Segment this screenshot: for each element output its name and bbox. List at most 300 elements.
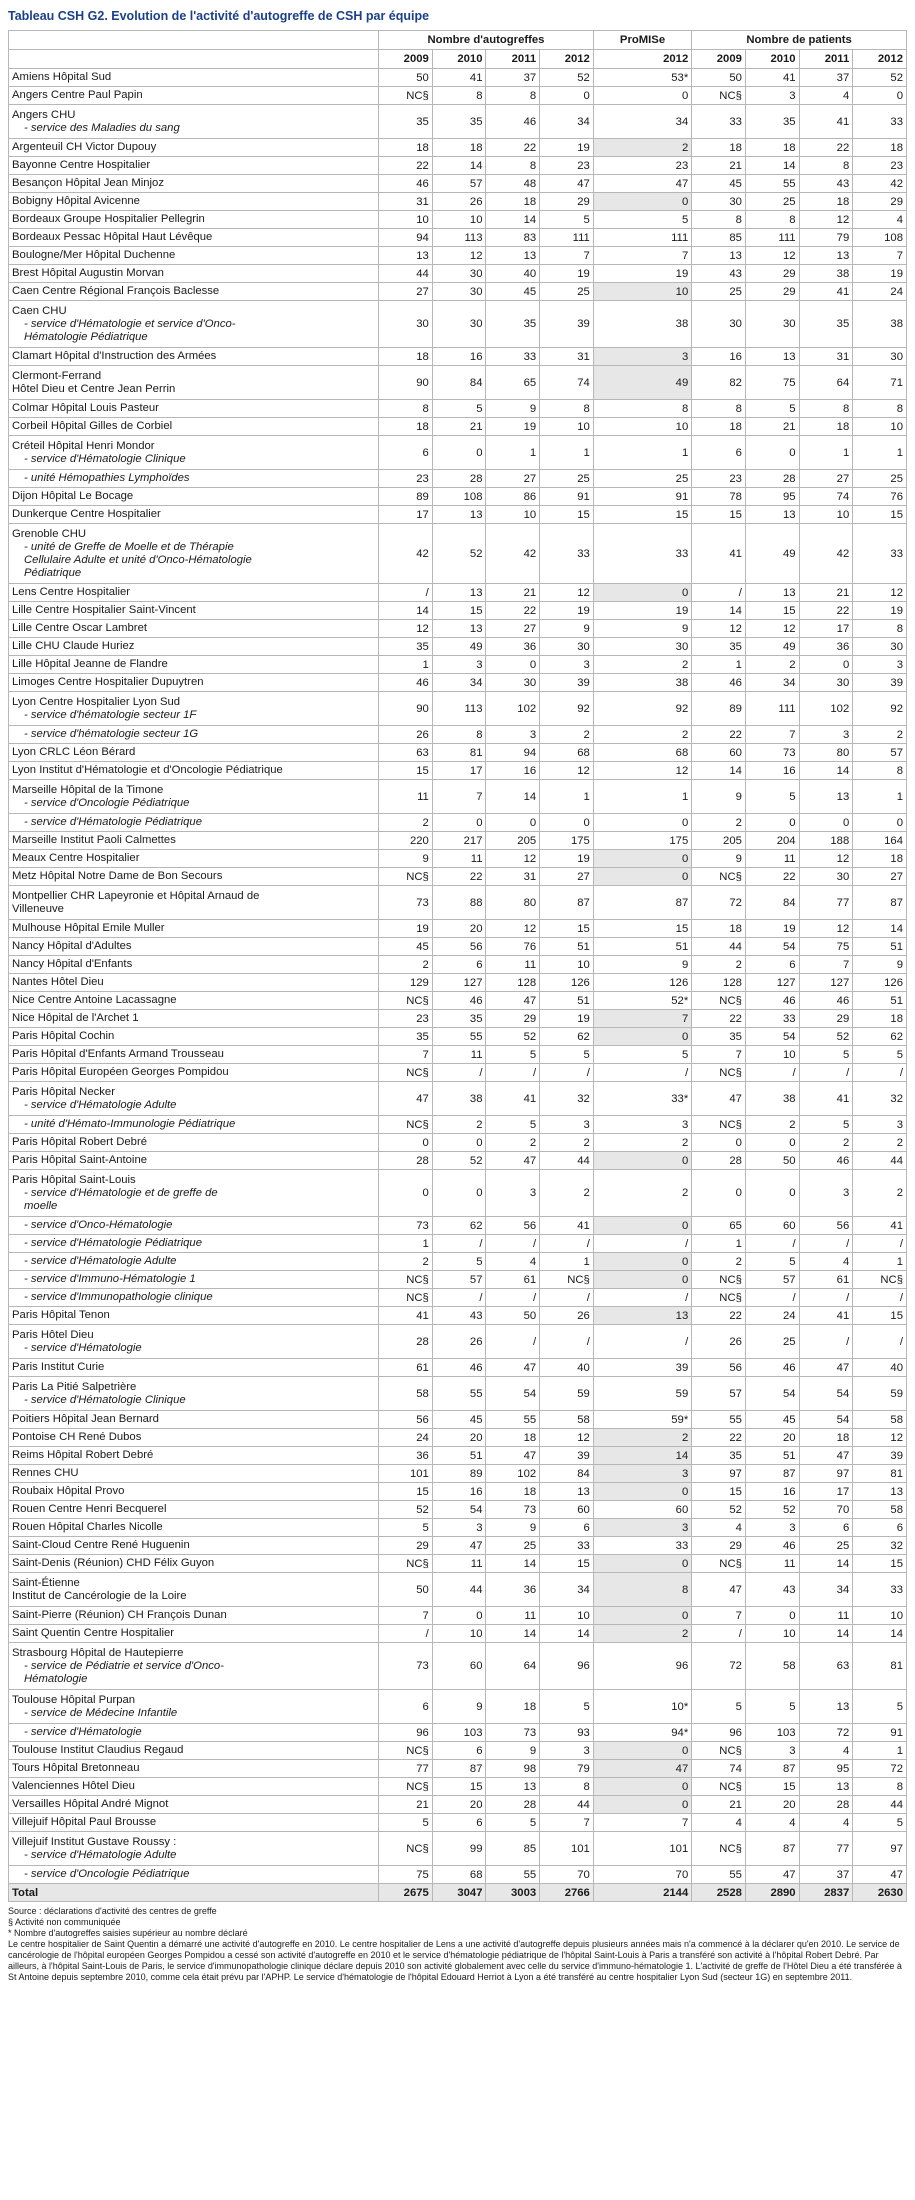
value-cell: 36 — [799, 638, 853, 656]
value-cell: 102 — [486, 692, 540, 726]
row-name — [9, 1760, 379, 1778]
value-cell: 30 — [432, 301, 486, 348]
promise-cell: 12 — [593, 762, 691, 780]
value-cell: 18 — [799, 1429, 853, 1447]
table-row — [9, 87, 907, 105]
value-cell: 63 — [799, 1643, 853, 1690]
value-cell: NC§ — [379, 1064, 433, 1082]
value-cell: 17 — [432, 762, 486, 780]
row-name — [9, 1555, 379, 1573]
value-cell: 7 — [745, 726, 799, 744]
value-cell: 97 — [799, 1465, 853, 1483]
promise-cell: 0 — [593, 1253, 691, 1271]
table-row — [9, 470, 907, 488]
value-cell: 10 — [432, 211, 486, 229]
table-row — [9, 157, 907, 175]
value-cell: 59 — [853, 1377, 907, 1411]
promise-cell: 39 — [593, 1359, 691, 1377]
value-cell: 6 — [745, 956, 799, 974]
promise-cell: 101 — [593, 1832, 691, 1866]
value-cell: 60 — [432, 1643, 486, 1690]
table-row — [9, 400, 907, 418]
value-cell: 27 — [853, 868, 907, 886]
row-name — [9, 1235, 379, 1253]
header-year: 2011 — [799, 50, 853, 69]
value-cell: 56 — [379, 1411, 433, 1429]
value-cell: 41 — [692, 524, 746, 584]
value-cell: 44 — [540, 1796, 594, 1814]
value-cell: 12 — [432, 247, 486, 265]
value-cell: 46 — [379, 674, 433, 692]
service-name: - service d'Hématologie et service d'Onco- — [24, 317, 236, 330]
value-cell: 47 — [745, 1866, 799, 1884]
value-cell: 51 — [540, 938, 594, 956]
value-cell: 41 — [745, 69, 799, 87]
value-cell: 0 — [799, 814, 853, 832]
value-cell: 19 — [486, 418, 540, 436]
value-cell: 55 — [486, 1866, 540, 1884]
value-cell: 0 — [745, 1170, 799, 1217]
promise-cell: 0 — [593, 850, 691, 868]
value-cell: 19 — [540, 850, 594, 868]
value-cell: 15 — [745, 602, 799, 620]
table-row — [9, 868, 907, 886]
table-row — [9, 418, 907, 436]
value-cell: 3 — [745, 1519, 799, 1537]
unit-name: Saint Quentin Centre Hospitalier — [12, 1627, 175, 1639]
value-cell: NC§ — [692, 1832, 746, 1866]
value-cell: 13 — [853, 1483, 907, 1501]
value-cell: 14 — [799, 762, 853, 780]
promise-cell: 0 — [593, 584, 691, 602]
value-cell: 49 — [432, 638, 486, 656]
row-name — [9, 1447, 379, 1465]
table-row — [9, 1028, 907, 1046]
value-cell: 41 — [799, 105, 853, 139]
value-cell: 32 — [853, 1537, 907, 1555]
promise-cell: 2 — [593, 726, 691, 744]
value-cell: 29 — [379, 1537, 433, 1555]
row-name — [9, 348, 379, 366]
value-cell: 39 — [540, 1447, 594, 1465]
value-cell: 15 — [432, 1778, 486, 1796]
row-name — [9, 744, 379, 762]
table-row — [9, 692, 907, 726]
promise-cell: / — [593, 1064, 691, 1082]
value-cell: 3 — [745, 1742, 799, 1760]
value-cell: 15 — [540, 506, 594, 524]
value-cell: 10 — [745, 1046, 799, 1064]
value-cell: 51 — [853, 938, 907, 956]
unit-name: Rennes CHU — [12, 1467, 79, 1479]
value-cell: 0 — [486, 814, 540, 832]
table-row — [9, 1235, 907, 1253]
value-cell: 8 — [853, 1778, 907, 1796]
row-name — [9, 87, 379, 105]
unit-name: Clermont-Ferrand — [12, 369, 102, 382]
unit-name: Metz Hôpital Notre Dame de Bon Secours — [12, 870, 223, 882]
promise-cell: 51 — [593, 938, 691, 956]
promise-cell: 7 — [593, 247, 691, 265]
value-cell: 19 — [853, 602, 907, 620]
value-cell: 47 — [379, 1082, 433, 1116]
value-cell: 3 — [540, 656, 594, 674]
value-cell: 24 — [745, 1307, 799, 1325]
promise-cell: 5 — [593, 1046, 691, 1064]
value-cell: 52 — [432, 1152, 486, 1170]
value-cell: 25 — [853, 470, 907, 488]
value-cell: 0 — [692, 1170, 746, 1217]
value-cell: 3 — [745, 87, 799, 105]
value-cell: NC§ — [692, 1555, 746, 1573]
value-cell: 108 — [432, 488, 486, 506]
row-name — [9, 992, 379, 1010]
promise-cell: 38 — [593, 301, 691, 348]
total-row — [9, 1884, 907, 1902]
value-cell: 2 — [540, 1134, 594, 1152]
promise-cell: 10 — [593, 418, 691, 436]
value-cell: 6 — [853, 1519, 907, 1537]
value-cell: 0 — [379, 1134, 433, 1152]
value-cell: 25 — [745, 193, 799, 211]
value-cell: 83 — [486, 229, 540, 247]
value-cell: 2 — [692, 814, 746, 832]
row-name — [9, 814, 379, 832]
row-name — [9, 400, 379, 418]
value-cell: 35 — [486, 301, 540, 348]
value-cell: 0 — [432, 1607, 486, 1625]
value-cell: 54 — [432, 1501, 486, 1519]
value-cell: 2 — [540, 1170, 594, 1217]
row-name — [9, 1134, 379, 1152]
value-cell: 22 — [692, 1010, 746, 1028]
value-cell: 46 — [745, 1537, 799, 1555]
row-name — [9, 1307, 379, 1325]
value-cell: 36 — [379, 1447, 433, 1465]
value-cell: 8 — [853, 762, 907, 780]
value-cell: 11 — [486, 956, 540, 974]
value-cell: 32 — [853, 1082, 907, 1116]
table-row — [9, 366, 907, 400]
promise-cell: 13 — [593, 1307, 691, 1325]
value-cell: 39 — [853, 1447, 907, 1465]
row-name — [9, 1152, 379, 1170]
value-cell: 88 — [432, 886, 486, 920]
value-cell: 0 — [432, 1170, 486, 1217]
value-cell: 22 — [692, 1429, 746, 1447]
table-row — [9, 1217, 907, 1235]
value-cell: 75 — [379, 1866, 433, 1884]
row-name — [9, 620, 379, 638]
value-cell: 18 — [799, 418, 853, 436]
value-cell: 50 — [692, 69, 746, 87]
value-cell: 35 — [379, 1028, 433, 1046]
footnote-asterisk: * Nombre d'autogreffes saisies supérieur au nombre déclaré — [8, 1928, 248, 1938]
table-row — [9, 1832, 907, 1866]
value-cell: 57 — [432, 1271, 486, 1289]
value-cell: 9 — [692, 780, 746, 814]
value-cell: 102 — [486, 1465, 540, 1483]
value-cell: 27 — [486, 620, 540, 638]
value-cell: 13 — [799, 1690, 853, 1724]
value-cell: 4 — [486, 1253, 540, 1271]
promise-cell: 30 — [593, 638, 691, 656]
value-cell: NC§ — [379, 1289, 433, 1307]
table-row — [9, 762, 907, 780]
unit-name: Caen CHU — [12, 304, 67, 317]
promise-cell: 33* — [593, 1082, 691, 1116]
promise-cell: 14 — [593, 1447, 691, 1465]
table-row — [9, 1359, 907, 1377]
service-name: - service d'Hématologie Pédiatrique — [24, 1237, 202, 1249]
value-cell: 3 — [799, 726, 853, 744]
value-cell: 2 — [745, 1116, 799, 1134]
value-cell: 5 — [745, 400, 799, 418]
value-cell: / — [799, 1289, 853, 1307]
value-cell: 52 — [853, 69, 907, 87]
value-cell: 79 — [799, 229, 853, 247]
value-cell: 33 — [540, 524, 594, 584]
table-row — [9, 1465, 907, 1483]
table-row — [9, 1643, 907, 1690]
value-cell: 13 — [745, 506, 799, 524]
value-cell: 41 — [799, 1082, 853, 1116]
row-name — [9, 301, 379, 348]
unit-name: Limoges Centre Hospitalier Dupuytren — [12, 676, 204, 688]
table-row — [9, 1760, 907, 1778]
row-name — [9, 105, 379, 139]
row-name — [9, 726, 379, 744]
header-blank — [9, 50, 379, 69]
promise-cell: 47 — [593, 175, 691, 193]
row-name — [9, 656, 379, 674]
header-group-promise: ProMISe — [593, 31, 691, 50]
total-value: 2837 — [799, 1884, 853, 1902]
value-cell: 7 — [692, 1607, 746, 1625]
value-cell: 25 — [540, 470, 594, 488]
value-cell: 15 — [379, 762, 433, 780]
value-cell: 29 — [540, 193, 594, 211]
promise-cell: 38 — [593, 674, 691, 692]
value-cell: 28 — [379, 1152, 433, 1170]
value-cell: 4 — [853, 211, 907, 229]
promise-cell: 8 — [593, 1573, 691, 1607]
row-name — [9, 762, 379, 780]
row-name — [9, 1377, 379, 1411]
value-cell: 13 — [799, 1778, 853, 1796]
value-cell: 73 — [379, 886, 433, 920]
unit-name: Paris Hôpital Saint-Louis — [12, 1173, 136, 1186]
value-cell: 7 — [540, 247, 594, 265]
value-cell: 58 — [853, 1411, 907, 1429]
value-cell: 5 — [692, 1690, 746, 1724]
value-cell: 15 — [692, 506, 746, 524]
value-cell: 28 — [486, 1796, 540, 1814]
value-cell: 74 — [799, 488, 853, 506]
value-cell: 41 — [799, 1307, 853, 1325]
promise-cell: 87 — [593, 886, 691, 920]
promise-cell: 0 — [593, 1778, 691, 1796]
value-cell: 3 — [486, 1170, 540, 1217]
value-cell: 19 — [853, 265, 907, 283]
value-cell: 3 — [853, 1116, 907, 1134]
value-cell: 7 — [379, 1607, 433, 1625]
value-cell: 8 — [745, 211, 799, 229]
value-cell: 12 — [799, 850, 853, 868]
value-cell: 99 — [432, 1832, 486, 1866]
value-cell: 81 — [853, 1643, 907, 1690]
row-name — [9, 69, 379, 87]
row-name — [9, 1465, 379, 1483]
promise-cell: 0 — [593, 1217, 691, 1235]
value-cell: 46 — [432, 1359, 486, 1377]
value-cell: 80 — [799, 744, 853, 762]
value-cell: / — [853, 1325, 907, 1359]
value-cell: 41 — [486, 1082, 540, 1116]
value-cell: 8 — [692, 211, 746, 229]
value-cell: 15 — [853, 506, 907, 524]
table-row — [9, 488, 907, 506]
value-cell: 30 — [799, 674, 853, 692]
value-cell: 29 — [853, 193, 907, 211]
promise-cell: 59* — [593, 1411, 691, 1429]
row-name — [9, 436, 379, 470]
value-cell: 10 — [745, 1625, 799, 1643]
table-row — [9, 1866, 907, 1884]
value-cell: 8 — [379, 400, 433, 418]
header-row-years — [9, 50, 907, 69]
unit-name: Lyon CRLC Léon Bérard — [12, 746, 136, 758]
table-row — [9, 524, 907, 584]
service-name: - service d'Hématologie et de greffe de — [24, 1186, 218, 1199]
value-cell: 60 — [745, 1217, 799, 1235]
value-cell: 2 — [853, 1170, 907, 1217]
unit-name: Tours Hôpital Bretonneau — [12, 1762, 140, 1774]
value-cell: 43 — [432, 1307, 486, 1325]
value-cell: 9 — [486, 1742, 540, 1760]
table-row — [9, 1289, 907, 1307]
unit-name: Strasbourg Hôpital de Hautepierre — [12, 1646, 184, 1659]
value-cell: / — [745, 1289, 799, 1307]
promise-cell: 9 — [593, 620, 691, 638]
value-cell: 113 — [432, 229, 486, 247]
table-row — [9, 1307, 907, 1325]
row-name — [9, 506, 379, 524]
promise-cell: 92 — [593, 692, 691, 726]
row-name — [9, 886, 379, 920]
value-cell: 18 — [692, 139, 746, 157]
unit-name: Roubaix Hôpital Provo — [12, 1485, 125, 1497]
value-cell: 204 — [745, 832, 799, 850]
value-cell: 47 — [540, 175, 594, 193]
value-cell: 5 — [379, 1519, 433, 1537]
row-name — [9, 1289, 379, 1307]
value-cell: 30 — [432, 283, 486, 301]
value-cell: 12 — [379, 620, 433, 638]
value-cell: 2 — [432, 1116, 486, 1134]
table-row — [9, 974, 907, 992]
value-cell: 3 — [853, 656, 907, 674]
value-cell: 72 — [692, 886, 746, 920]
value-cell: NC§ — [379, 87, 433, 105]
value-cell: 103 — [745, 1724, 799, 1742]
promise-cell: 59 — [593, 1377, 691, 1411]
unit-name: Saint-Cloud Centre René Huguenin — [12, 1539, 190, 1551]
value-cell: NC§ — [692, 87, 746, 105]
value-cell: 2 — [853, 726, 907, 744]
row-name — [9, 602, 379, 620]
promise-cell: 0 — [593, 868, 691, 886]
promise-cell: 1 — [593, 780, 691, 814]
value-cell: 52 — [799, 1028, 853, 1046]
service-name: - service d'hématologie secteur 1G — [24, 728, 199, 740]
unit-name: Villejuif Hôpital Paul Brousse — [12, 1816, 157, 1828]
table-row — [9, 1690, 907, 1724]
row-name — [9, 584, 379, 602]
service-name: - service d'Immunopathologie clinique — [24, 1291, 213, 1303]
value-cell: 94 — [486, 744, 540, 762]
value-cell: 30 — [486, 674, 540, 692]
value-cell: 91 — [540, 488, 594, 506]
unit-name: Lille CHU Claude Huriez — [12, 640, 135, 652]
value-cell: 20 — [432, 1796, 486, 1814]
value-cell: 21 — [745, 418, 799, 436]
value-cell: 47 — [799, 1447, 853, 1465]
table-row — [9, 1170, 907, 1217]
promise-cell: 0 — [593, 1607, 691, 1625]
value-cell: 19 — [540, 602, 594, 620]
value-cell: 9 — [853, 956, 907, 974]
value-cell: 34 — [799, 1573, 853, 1607]
value-cell: 55 — [745, 175, 799, 193]
row-name — [9, 1429, 379, 1447]
unit-name: Paris Hôpital Necker — [12, 1085, 115, 1098]
value-cell: 1 — [853, 1742, 907, 1760]
row-name — [9, 1064, 379, 1082]
value-cell: 30 — [853, 638, 907, 656]
unit-name: Caen Centre Régional François Baclesse — [12, 285, 220, 297]
value-cell: 74 — [540, 366, 594, 400]
value-cell: 86 — [486, 488, 540, 506]
total-value: 2144 — [593, 1884, 691, 1902]
value-cell: NC§ — [692, 1271, 746, 1289]
value-cell: 11 — [432, 1555, 486, 1573]
value-cell: 41 — [432, 69, 486, 87]
value-cell: 8 — [486, 87, 540, 105]
value-cell: 35 — [379, 638, 433, 656]
value-cell: 37 — [799, 69, 853, 87]
value-cell: 28 — [379, 1325, 433, 1359]
unit-name: Créteil Hôpital Henri Mondor — [12, 439, 155, 452]
service-name: - service d'Onco-Hématologie — [24, 1219, 173, 1231]
value-cell: 22 — [692, 1307, 746, 1325]
value-cell: 47 — [799, 1359, 853, 1377]
unit-name: Bayonne Centre Hospitalier — [12, 159, 151, 171]
unit-name: Nantes Hôtel Dieu — [12, 976, 104, 988]
value-cell: / — [432, 1235, 486, 1253]
value-cell: 40 — [853, 1359, 907, 1377]
value-cell: 39 — [540, 674, 594, 692]
unit-name: Paris Hôpital Saint-Antoine — [12, 1154, 148, 1166]
value-cell: 15 — [745, 1778, 799, 1796]
unit-name: Toulouse Institut Claudius Regaud — [12, 1744, 184, 1756]
value-cell: 10 — [540, 1607, 594, 1625]
value-cell: 33 — [486, 348, 540, 366]
value-cell: 205 — [486, 832, 540, 850]
value-cell: / — [799, 1235, 853, 1253]
service-name: - unité Hémopathies Lymphoïdes — [24, 472, 190, 484]
service-name: - service d'Hématologie — [24, 1726, 142, 1738]
